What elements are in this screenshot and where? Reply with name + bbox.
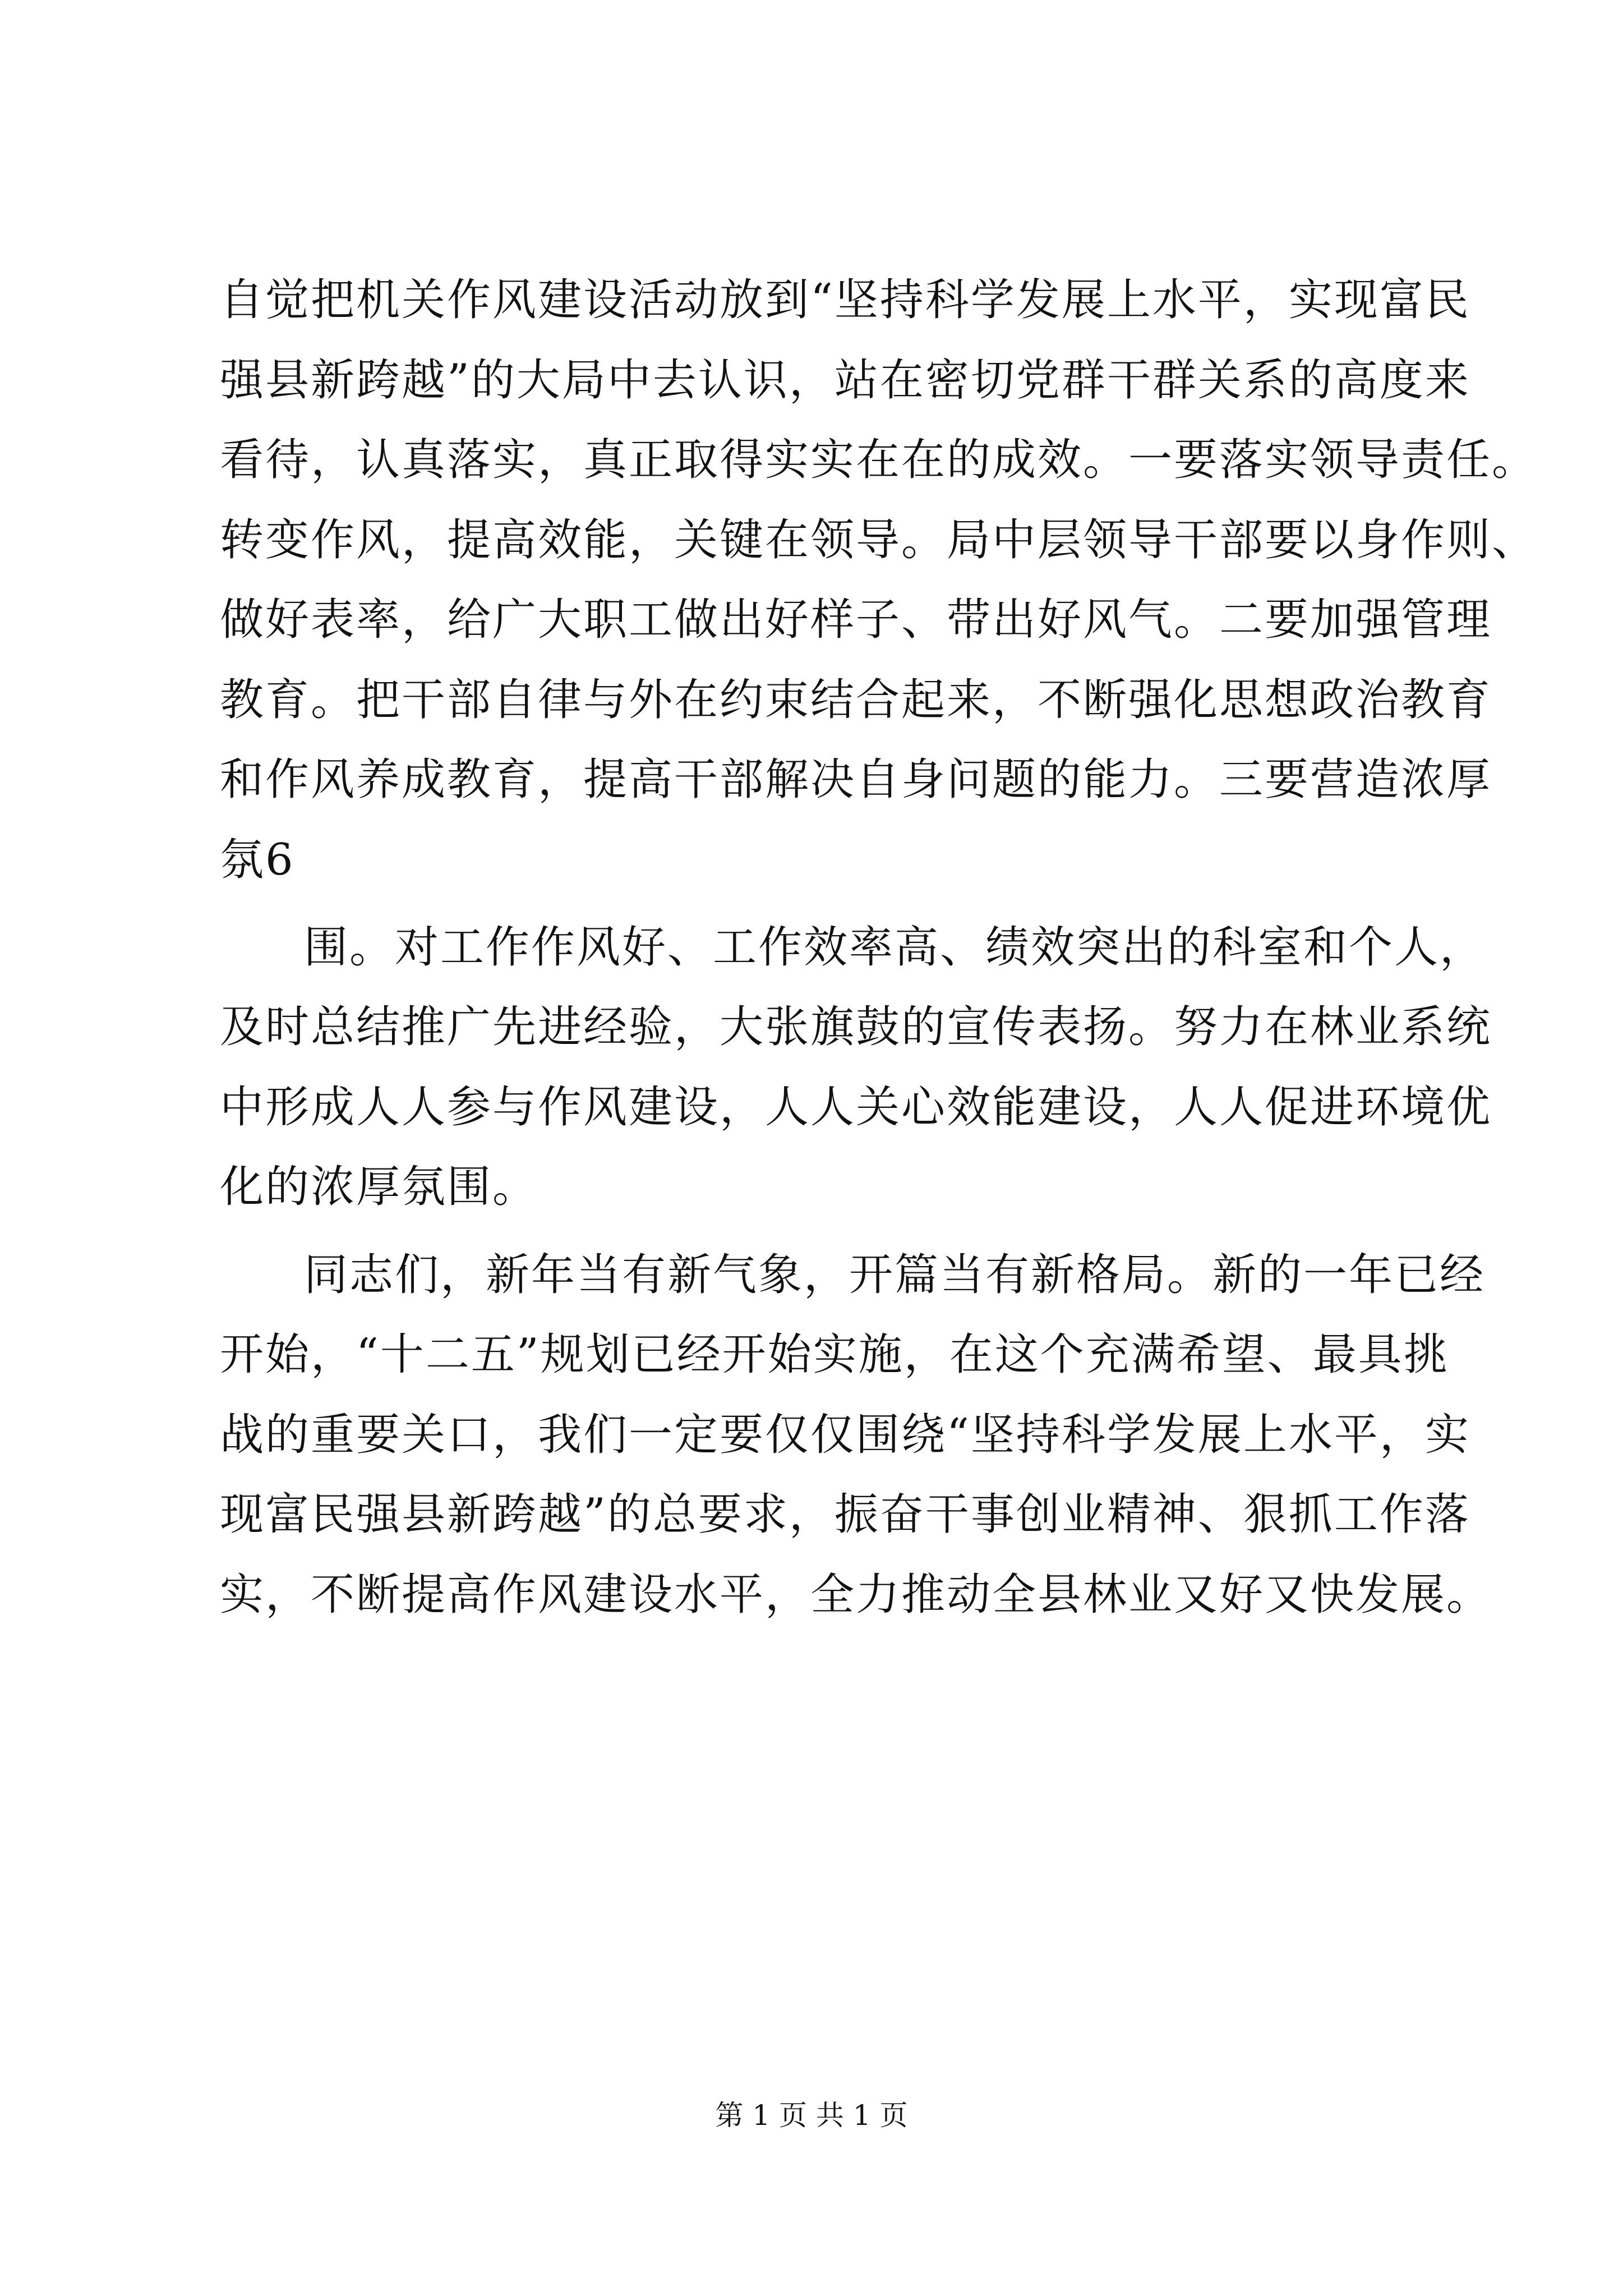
text-line: 中形成人人参与作风建设，人人关心效能建设，人人促进环境优	[220, 1082, 1492, 1133]
text-line: 战的重要关口，我们一定要仅仅围绕“坚持科学发展上水平，实	[220, 1410, 1470, 1460]
text-line: 化的浓厚氛围。	[220, 1162, 538, 1212]
text-line: 教育。把干部自律与外在约束结合起来，不断强化思想政治教育	[220, 675, 1492, 725]
text-line: 氛6	[220, 835, 295, 885]
text-line: 及时总结推广先进经验，大张旗鼓的宣传表扬。努力在林业系统	[220, 1002, 1492, 1052]
text-line: 开始，“十二五”规划已经开始实施，在这个充满希望、最具挑	[220, 1329, 1449, 1380]
text-line: 和作风养成教育，提高干部解决自身问题的能力。三要营造浓厚	[220, 754, 1492, 805]
page-number-footer: 第 1 页 共 1 页	[715, 2099, 908, 2132]
text-line: 现富民强县新跨越”的总要求，振奋干事创业精神、狠抓工作落	[220, 1489, 1470, 1540]
text-line: 做好表率，给广大职工做出好样子、带出好风气。二要加强管理	[220, 595, 1492, 645]
text-line: 转变作风，提高效能，关键在领导。局中层领导干部要以身作则、	[220, 515, 1538, 565]
text-line: 实，不断提高作风建设水平，全力推动全县林业又好又快发展。	[220, 1570, 1492, 1620]
text-line: 强县新跨越”的大局中去认识，站在密切党群干群关系的高度来	[220, 355, 1470, 406]
paragraph-start-line: 同志们，新年当有新气象，开篇当有新格局。新的一年已经	[304, 1250, 1486, 1300]
text-line: 看待，认真落实，真正取得实实在在的成效。一要落实领导责任。	[220, 435, 1538, 485]
paragraph-start-line: 围。对工作作风好、工作效率高、绩效突出的科室和个人，	[304, 922, 1486, 973]
text-line: 自觉把机关作风建设活动放到“坚持科学发展上水平，实现富民	[220, 275, 1470, 325]
